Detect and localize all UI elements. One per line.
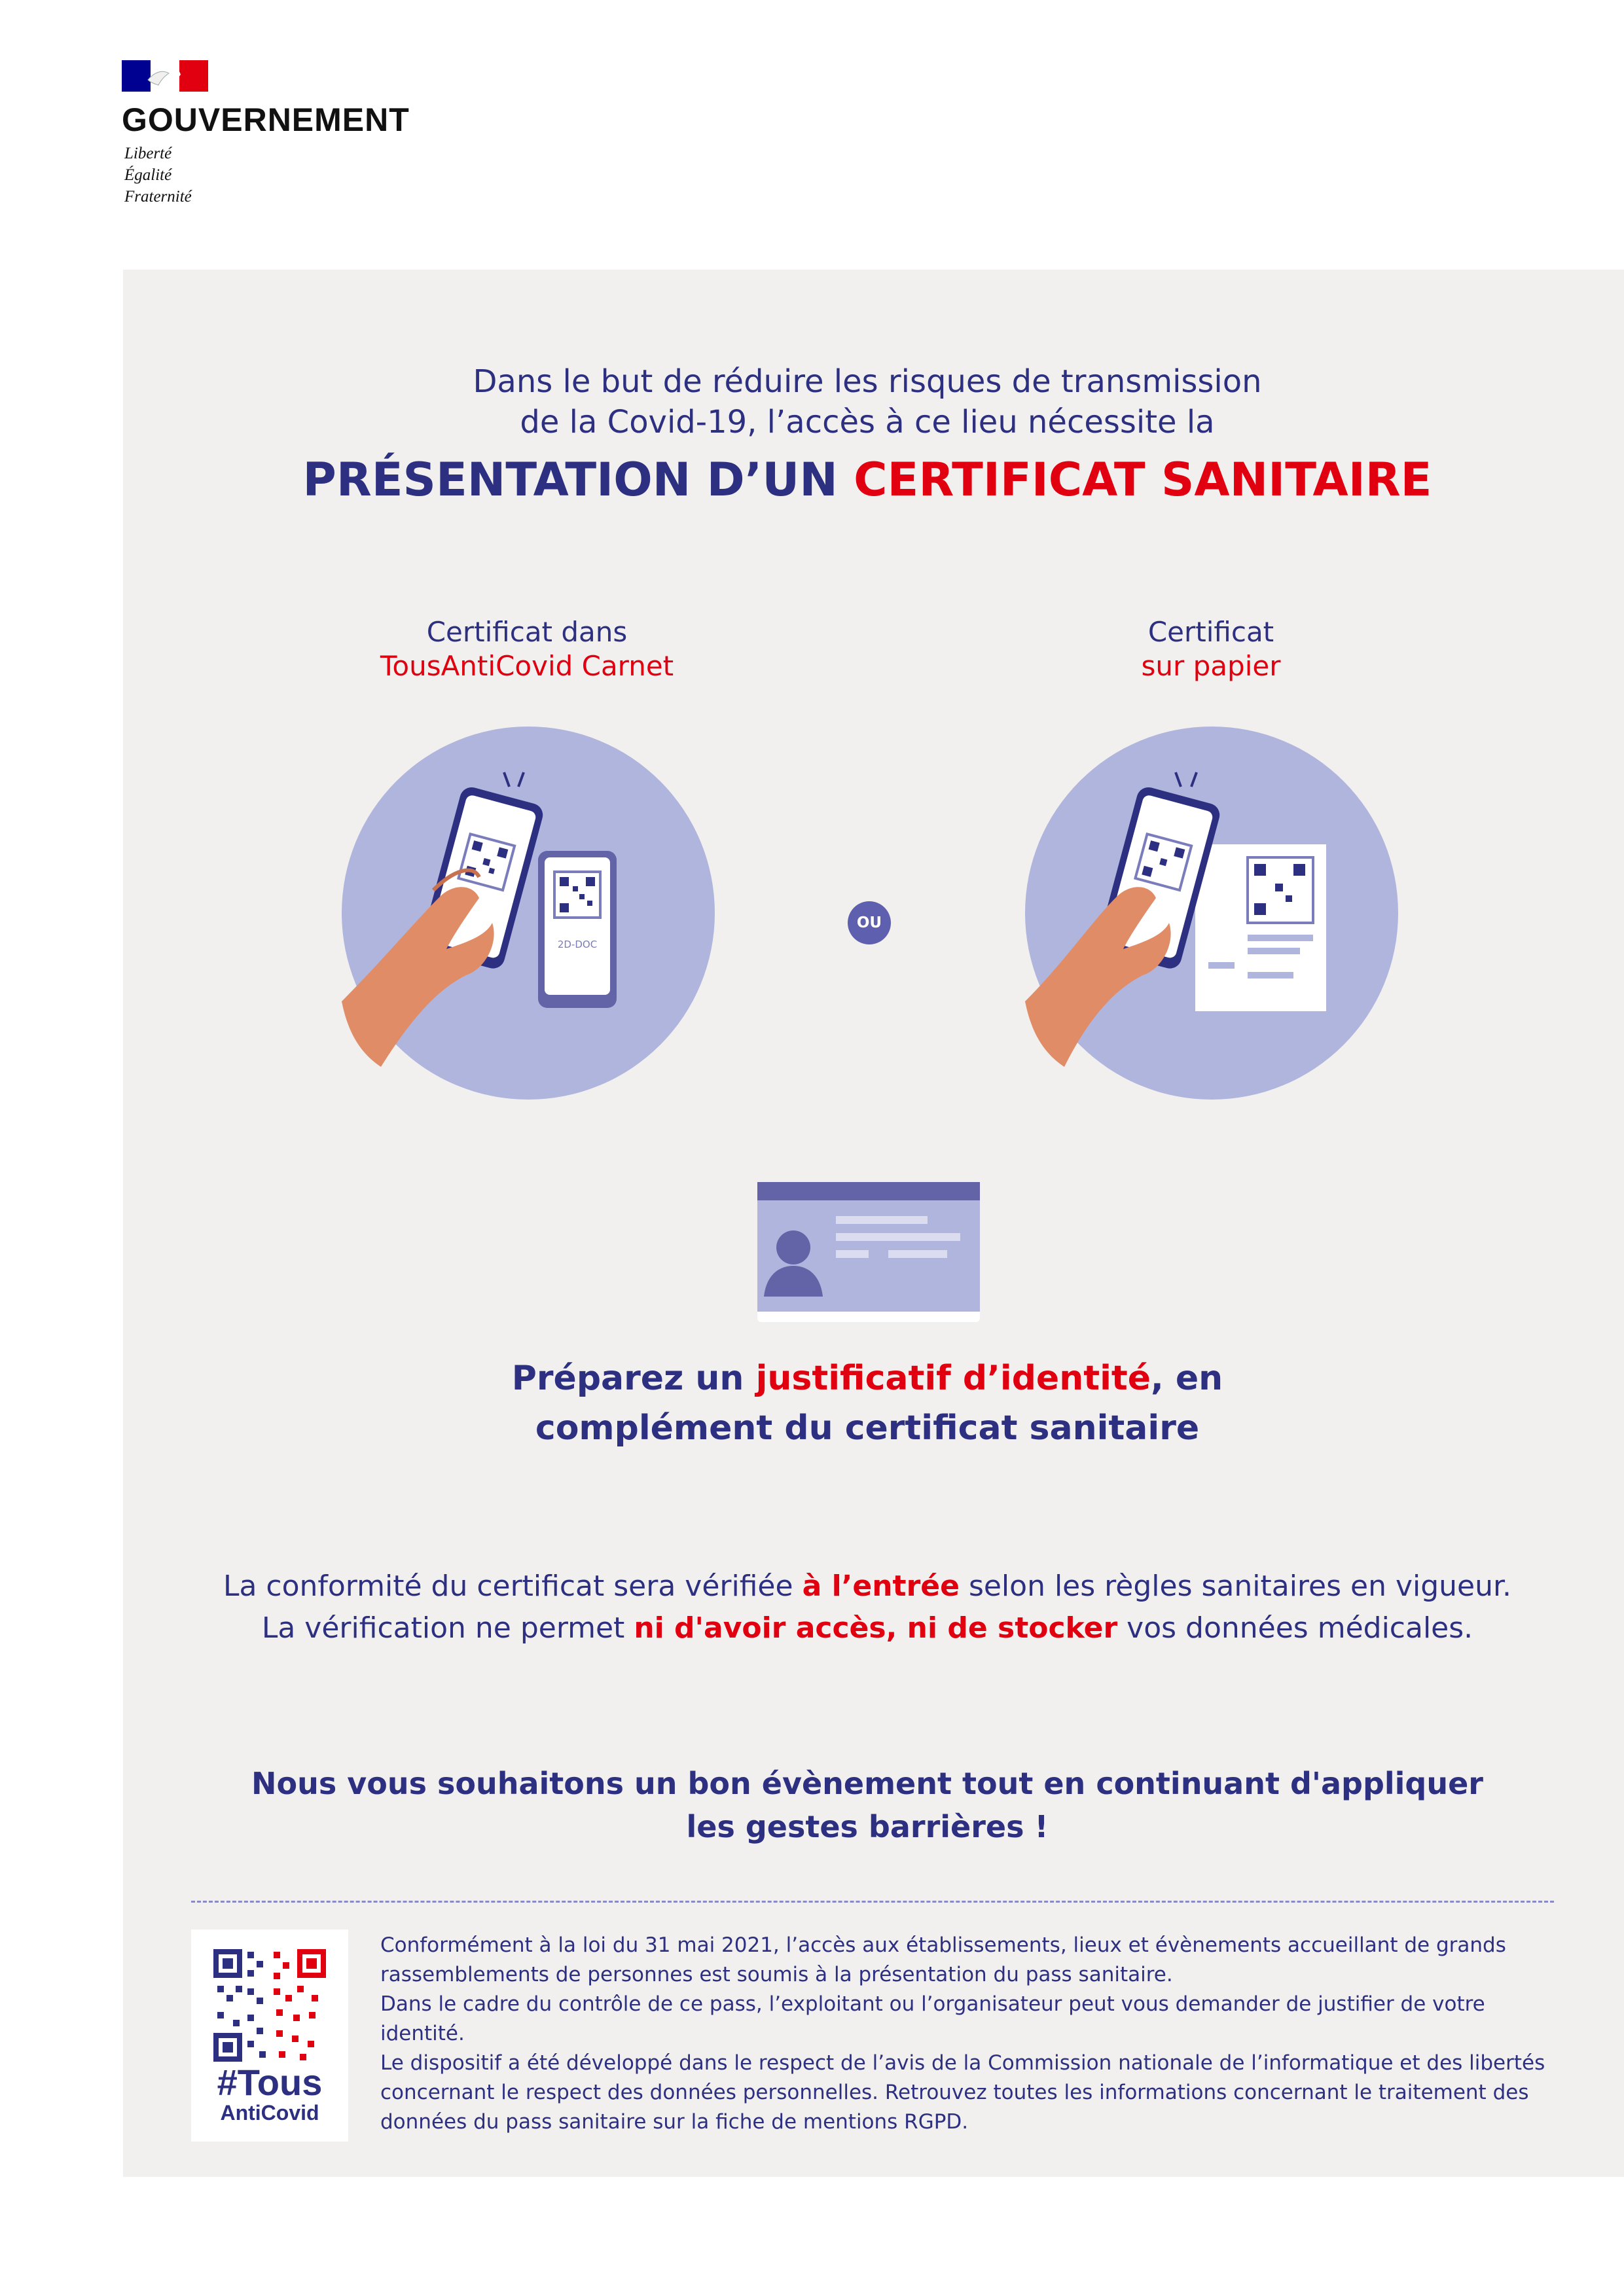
option-paper-title <box>1028 615 1394 683</box>
legal-notice <box>380 1931 1559 2137</box>
title-part-1: PRÉSENTATION D’UN <box>302 453 854 507</box>
phone-scanning-paper-icon <box>1025 726 1398 1100</box>
page-title <box>196 453 1538 507</box>
hashtag-anticovid: AntiCovid <box>220 2101 319 2125</box>
verification-notice <box>164 1566 1571 1649</box>
identity-line-2: complément du certificat sanitaire <box>535 1408 1200 1448</box>
motto-egalite: Égalité <box>124 166 172 184</box>
title-part-2: CERTIFICAT SANITAIRE <box>854 453 1432 507</box>
marianne-logo-icon <box>122 60 208 92</box>
verif-1c: selon les règles sanitaires en vigueur. <box>959 1570 1512 1603</box>
motto-liberte: Liberté <box>124 145 172 162</box>
option-paper-line-2: sur papier <box>1141 650 1281 682</box>
identity-line-1 <box>327 1354 1407 1403</box>
identity-part-2: justificatif d’identité <box>755 1359 1151 1398</box>
verification-line-2 <box>164 1607 1571 1649</box>
verif-2b: ni d'avoir accès, ni de stocker <box>634 1611 1118 1645</box>
option-digital-line-2: TousAntiCovid Carnet <box>380 650 674 682</box>
verif-2c: vos données médicales. <box>1117 1611 1473 1645</box>
option-paper-line-1: Certificat <box>1147 616 1274 648</box>
legal-paragraph-2: Dans le cadre du contrôle de ce pass, l’exploitant ou l’organisateur peut vous demander de justifier de votre identité. <box>380 1992 1485 2045</box>
legal-paragraph-1: Conformément à la loi du 31 mai 2021, l’accès aux établissements, lieux et évènements accueillant de grands rassemblements de personnes est soumis à la présentation du pass sanitaire. <box>380 1933 1506 1986</box>
identity-part-1: Préparez un <box>511 1359 756 1398</box>
qr-code-icon[interactable] <box>213 1949 326 2062</box>
verification-line-1 <box>164 1566 1571 1607</box>
wish-line-1: Nous vous souhaitons un bon évènement tout en continuant d'appliquer <box>251 1766 1483 1801</box>
2d-doc-badge: 2D-DOC <box>557 939 598 950</box>
verif-2a: La vérification ne permet <box>261 1611 634 1645</box>
wish-message <box>196 1762 1538 1848</box>
intro-line-2: de la Covid-19, l’accès à ce lieu nécessite la <box>520 404 1215 440</box>
hashtag-tous: #Tous <box>217 2062 323 2103</box>
dashed-divider <box>191 1901 1554 1903</box>
phone-scanning-phone-icon <box>342 726 715 1100</box>
motto-fraternite: Fraternité <box>124 188 192 206</box>
republic-motto <box>124 143 192 207</box>
id-card-icon <box>757 1182 980 1322</box>
option-digital-line-1: Certificat dans <box>426 616 628 648</box>
wish-line-2: les gestes barrières ! <box>686 1809 1049 1844</box>
intro-text <box>327 361 1407 442</box>
or-separator-badge: OU <box>848 901 891 944</box>
verif-1b: à l’entrée <box>802 1570 960 1603</box>
option-digital-title <box>327 615 727 683</box>
identity-part-3: , en <box>1151 1359 1223 1398</box>
legal-paragraph-3: Le dispositif a été développé dans le respect de l’avis de la Commission nationale de l’informatique et des libertés concernant le respect des données personnelles. Retrouvez toutes les informations concernant le traitement des données du pass sanitaire sur la fiche de mentions RGPD. <box>380 2051 1545 2134</box>
verif-1a: La conformité du certificat sera vérifiée <box>223 1570 803 1603</box>
government-wordmark: GOUVERNEMENT <box>122 101 410 138</box>
identity-message <box>327 1354 1407 1453</box>
intro-line-1: Dans le but de réduire les risques de transmission <box>473 363 1262 400</box>
